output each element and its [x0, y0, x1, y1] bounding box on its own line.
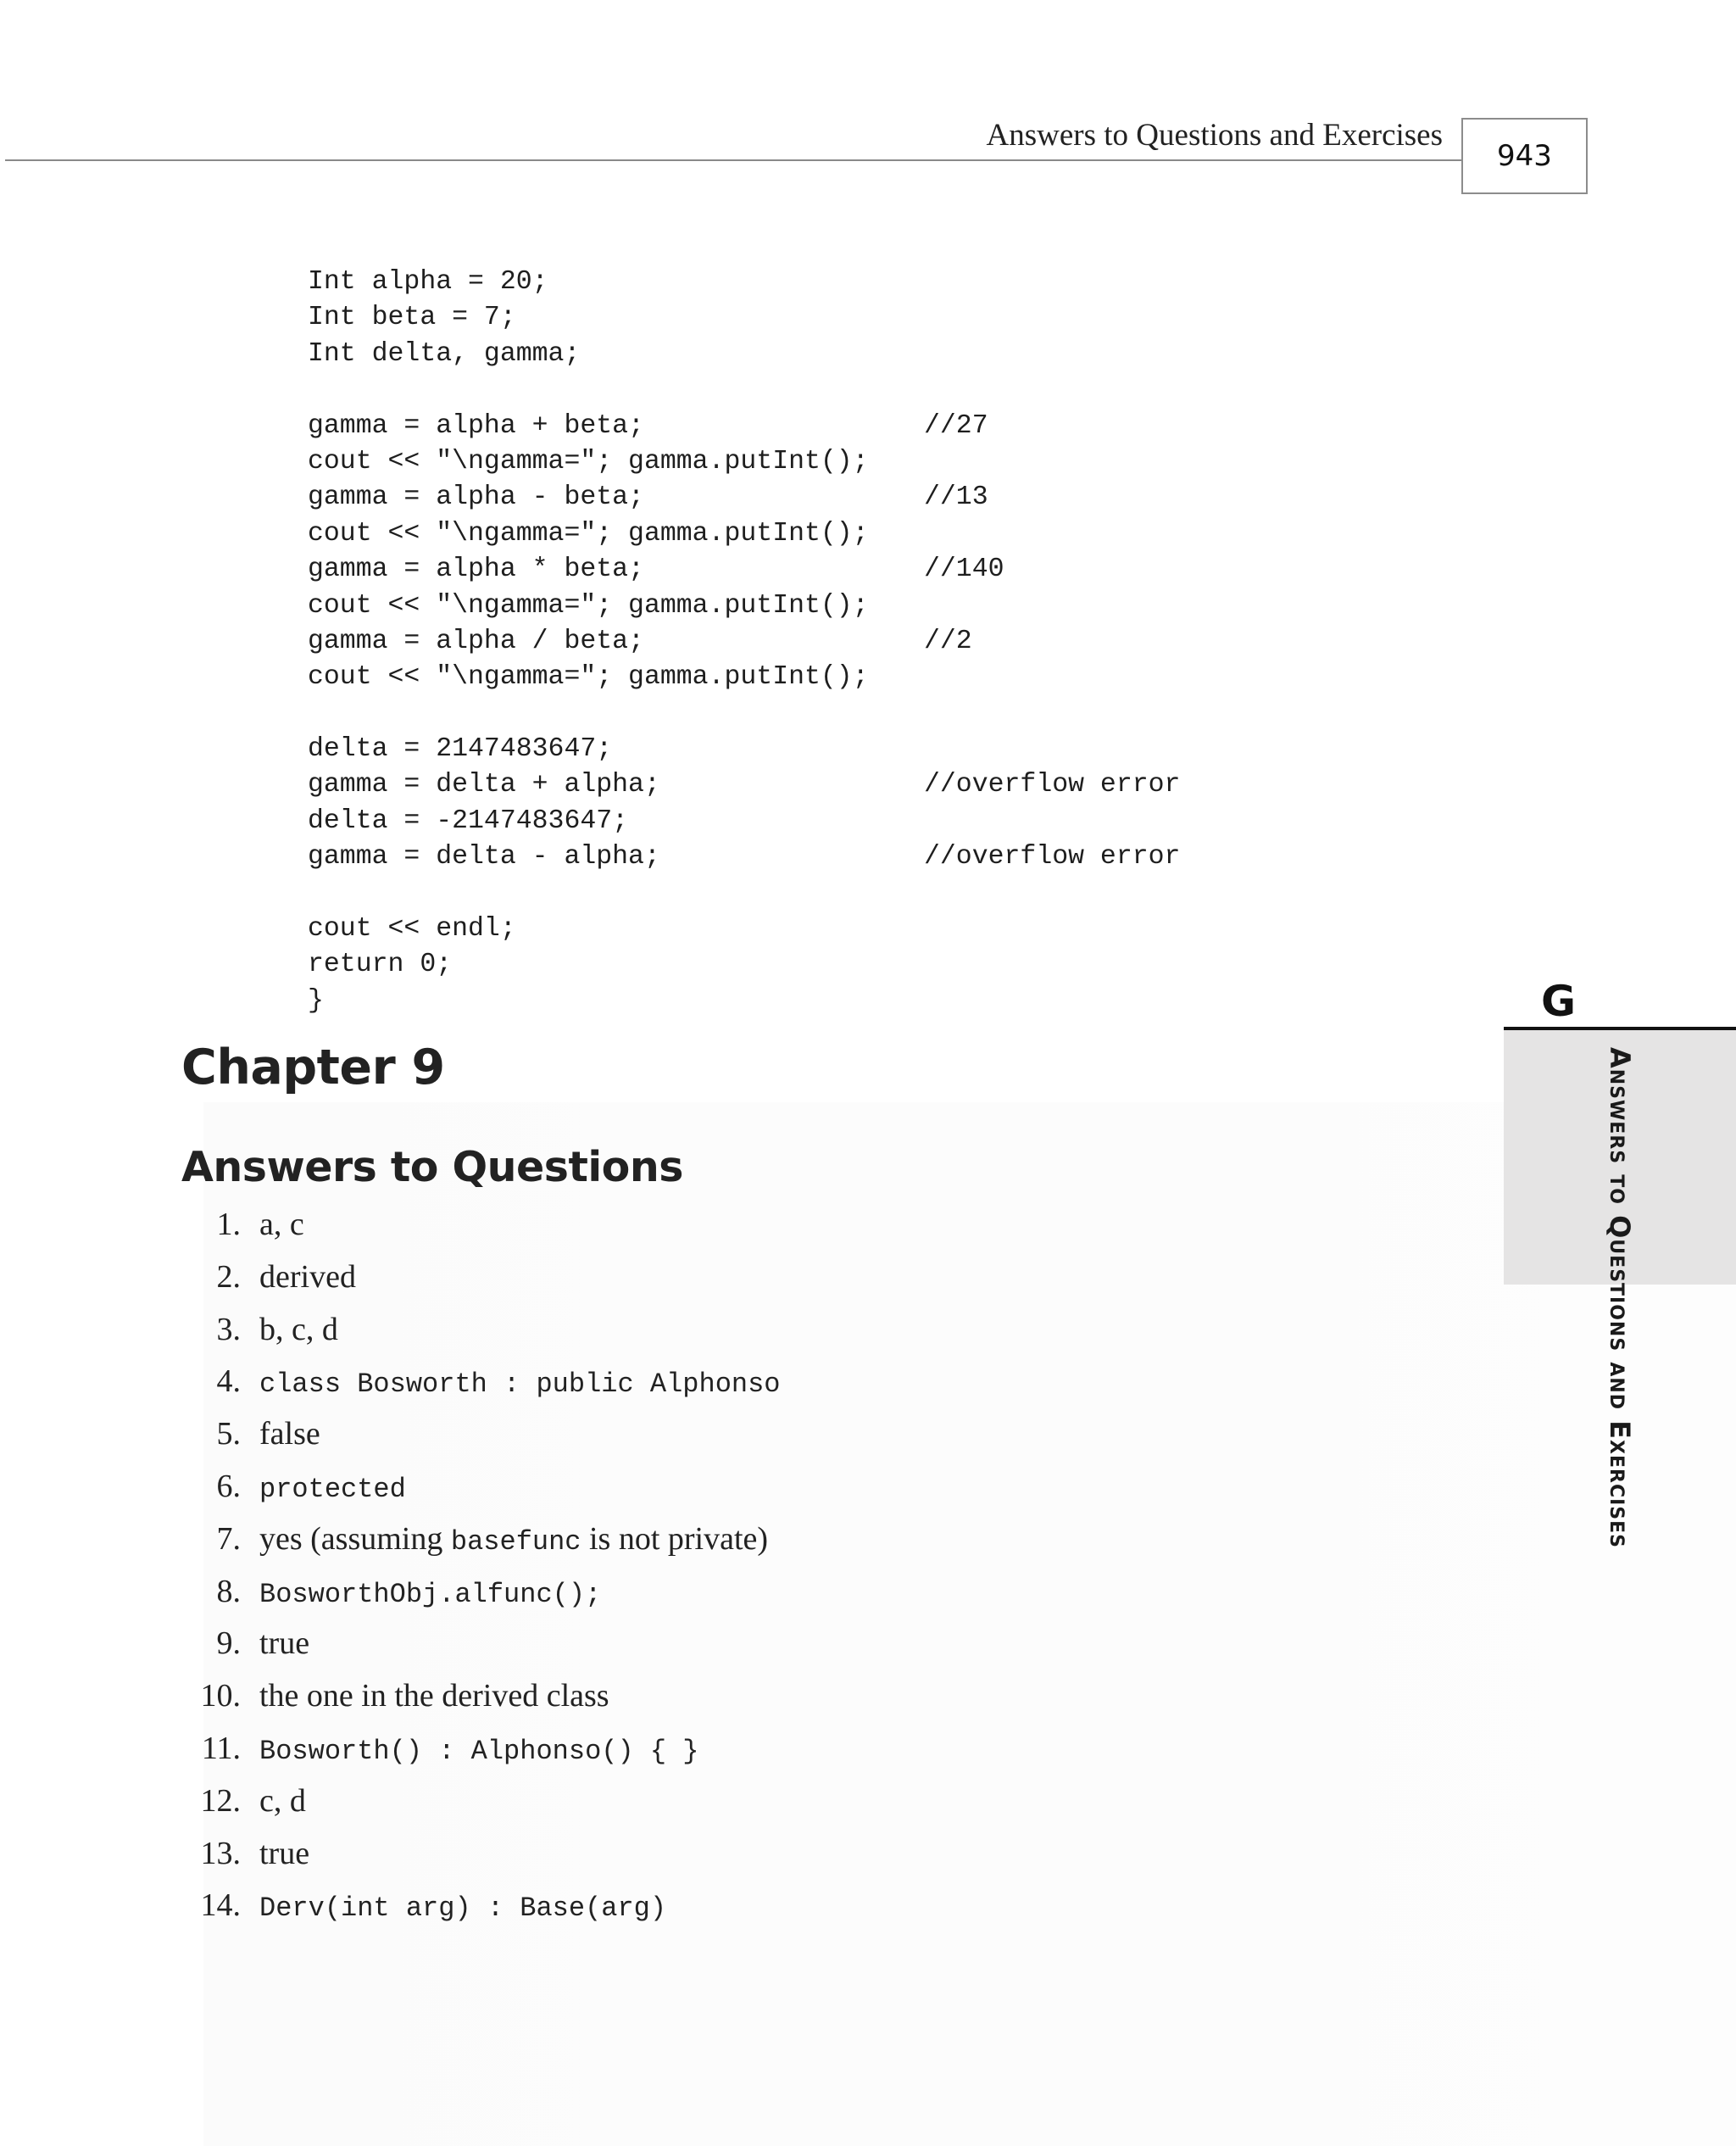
answer-code: protected [259, 1473, 406, 1505]
header-rule [5, 159, 1463, 161]
code-text: Int delta, gamma; [308, 338, 581, 369]
code-line [308, 984, 869, 1019]
code-line [308, 839, 1181, 875]
code-comment: //overflow error [924, 842, 1181, 872]
code-text: gamma = delta - alpha; [308, 842, 660, 872]
code-line [308, 947, 869, 983]
answer-phrase: the one in the derived class [259, 1678, 609, 1714]
answer-number: 2. [216, 1258, 241, 1295]
page-number: 943 [1461, 118, 1588, 194]
answer-number: 6. [216, 1468, 241, 1504]
answer-text [259, 1520, 768, 1558]
code-line [308, 660, 869, 695]
answer-text [259, 1468, 406, 1505]
code-text: gamma = alpha * beta; [308, 555, 644, 585]
answer-code: Bosworth() : Alphonso() { } [259, 1735, 699, 1767]
code-comment: //13 [924, 482, 988, 513]
answer-number: 11. [201, 1730, 241, 1766]
code-text: gamma = alpha / beta; [308, 626, 644, 656]
answer-phrase: false [259, 1416, 320, 1452]
answer-text [259, 1730, 698, 1767]
answer-text [259, 1887, 666, 1924]
answer-number: 14. [200, 1887, 241, 1924]
thumb-tab-label: Answers to Questions and Exercises [1604, 1047, 1636, 1549]
code-line [308, 409, 988, 444]
code-line [308, 876, 869, 911]
code-text: cout << "\ngamma="; gamma.putInt(); [308, 518, 869, 549]
answer-number: 12. [200, 1782, 241, 1819]
answer-number: 5. [216, 1416, 241, 1452]
code-line [308, 732, 869, 767]
code-text: cout << endl; [308, 914, 516, 945]
answer-text [259, 1206, 304, 1243]
answer-number: 10. [200, 1678, 241, 1714]
running-header-title: Answers to Questions and Exercises [986, 118, 1443, 153]
answer-number: 8. [216, 1573, 241, 1609]
answer-phrase: true [259, 1835, 310, 1871]
chapter-title: Chapter 9 [181, 1040, 445, 1095]
code-comment: //140 [924, 555, 1004, 585]
answer-number: 13. [200, 1835, 241, 1871]
answer-text [259, 1835, 309, 1872]
code-line [308, 480, 988, 516]
answer-number: 3. [216, 1311, 241, 1347]
answer-number: 9. [216, 1625, 241, 1662]
answer-phrase: b, c, d [259, 1311, 338, 1347]
answer-number: 7. [216, 1520, 241, 1557]
code-text: gamma = alpha - beta; [308, 482, 644, 513]
code-text: Int beta = 7; [308, 303, 516, 333]
answer-code: BosworthObj.alfunc(); [259, 1578, 602, 1610]
thumb-tab-letter: G [1541, 977, 1577, 1026]
answer-text [259, 1573, 601, 1610]
code-line [308, 265, 869, 300]
answer-code: class Bosworth : public Alphonso [259, 1368, 781, 1401]
code-line [308, 444, 869, 480]
answer-text [259, 1625, 309, 1662]
code-line [308, 911, 869, 947]
code-line [308, 300, 869, 336]
answer-code: Derv(int arg) : Base(arg) [259, 1892, 667, 1925]
code-comment: //2 [924, 626, 972, 656]
answer-code: basefunc [450, 1525, 581, 1558]
code-comment: //27 [924, 410, 988, 441]
code-line [308, 588, 869, 624]
answer-text [259, 1363, 781, 1400]
answer-text [259, 1782, 306, 1820]
code-line [308, 804, 869, 839]
code-text: delta = 2147483647; [308, 734, 613, 765]
code-line [308, 552, 1004, 588]
code-line [308, 516, 869, 552]
answer-phrase: a, c [259, 1207, 304, 1242]
code-text: cout << "\ngamma="; gamma.putInt(); [308, 446, 869, 477]
code-text: return 0; [308, 950, 453, 980]
code-text: delta = -2147483647; [308, 805, 629, 836]
answer-text [259, 1677, 609, 1714]
code-line [308, 372, 869, 408]
answer-phrase: true [259, 1625, 310, 1662]
code-line [308, 337, 869, 372]
code-line [308, 696, 869, 732]
code-text: } [308, 985, 324, 1016]
answer-phrase: derived [259, 1258, 356, 1295]
answer-phrase: c, d [259, 1782, 306, 1819]
code-line [308, 624, 972, 660]
code-text: gamma = delta + alpha; [308, 770, 660, 800]
code-text: Int alpha = 20; [308, 267, 548, 297]
code-listing [308, 265, 1181, 1019]
answer-text [259, 1258, 356, 1296]
answer-phrase: is not private) [581, 1520, 769, 1557]
code-line [308, 767, 1181, 803]
section-title: Answers to Questions [181, 1143, 683, 1191]
answer-phrase: yes (assuming [259, 1520, 451, 1557]
answer-number: 1. [216, 1207, 241, 1242]
answer-number: 4. [216, 1363, 241, 1400]
answer-text [259, 1311, 338, 1348]
code-text: cout << "\ngamma="; gamma.putInt(); [308, 662, 869, 693]
code-comment: //overflow error [924, 770, 1181, 800]
code-text: gamma = alpha + beta; [308, 410, 644, 441]
code-text: cout << "\ngamma="; gamma.putInt(); [308, 590, 869, 621]
answer-text [259, 1415, 320, 1452]
